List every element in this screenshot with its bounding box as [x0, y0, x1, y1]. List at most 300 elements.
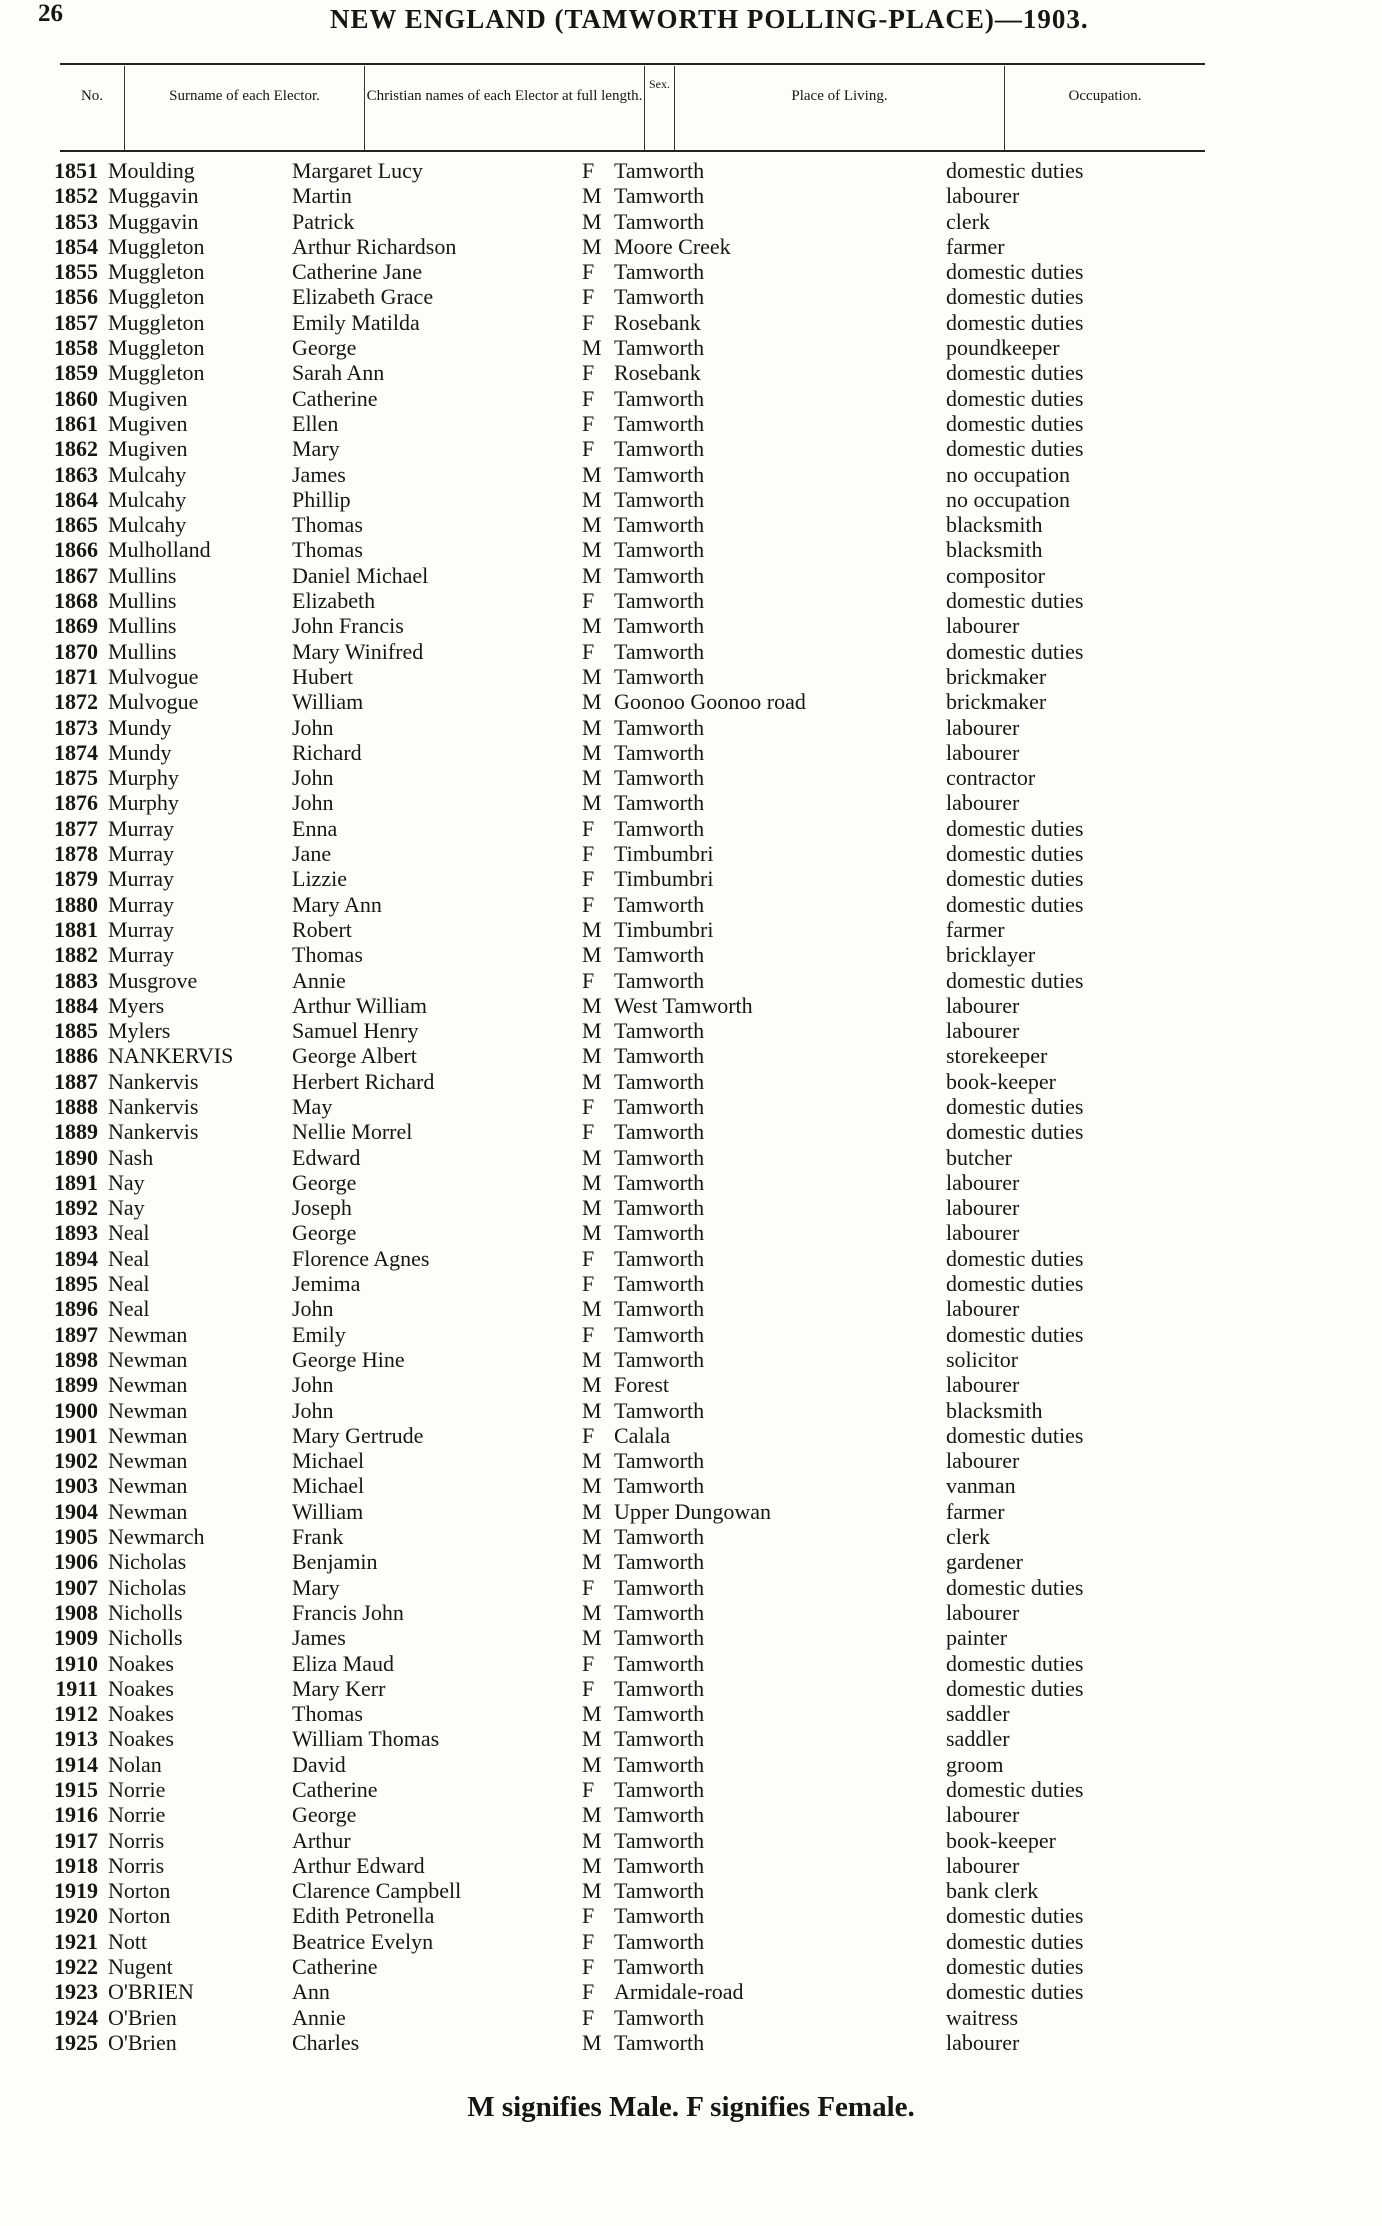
elector-sex: F: [582, 815, 595, 841]
elector-sex: M: [582, 1068, 602, 1094]
elector-christian-names: Emily Matilda: [292, 309, 420, 335]
elector-place: West Tamworth: [614, 992, 753, 1018]
elector-sex: M: [582, 1852, 602, 1878]
table-row: [0, 310, 1382, 335]
elector-sex: M: [582, 942, 602, 968]
elector-surname: Norton: [108, 1903, 171, 1929]
elector-place: Tamworth: [614, 183, 705, 209]
table-row: [0, 841, 1382, 866]
elector-christian-names: George: [292, 335, 357, 361]
elector-christian-names: George: [292, 1169, 357, 1195]
elector-surname: Mullins: [108, 588, 177, 614]
elector-christian-names: John: [292, 790, 334, 816]
table-row: [0, 866, 1382, 891]
elector-occupation: book-keeper: [946, 1827, 1056, 1853]
elector-surname: Nugent: [108, 1954, 173, 1980]
elector-place: Tamworth: [614, 1650, 705, 1676]
elector-sex: M: [582, 461, 602, 487]
elector-surname: Mullins: [108, 638, 177, 664]
table-row: [0, 1499, 1382, 1524]
elector-christian-names: Hubert: [292, 663, 354, 689]
table-row: [0, 259, 1382, 284]
header-rule: [60, 63, 1205, 65]
elector-sex: M: [582, 1397, 602, 1423]
elector-place: Tamworth: [614, 1473, 705, 1499]
elector-number: 1914: [54, 1751, 98, 1777]
elector-number: 1862: [54, 436, 98, 462]
elector-surname: Newman: [108, 1473, 188, 1499]
elector-surname: Mulvogue: [108, 689, 199, 715]
elector-number: 1870: [54, 638, 98, 664]
table-row: [0, 917, 1382, 942]
table-row: [0, 1701, 1382, 1726]
elector-occupation: labourer: [946, 183, 1020, 209]
table-row: [0, 2005, 1382, 2030]
table-row: [0, 1296, 1382, 1321]
table-row: [0, 537, 1382, 562]
elector-surname: Moulding: [108, 158, 195, 183]
elector-surname: Norris: [108, 1827, 165, 1853]
elector-occupation: domestic duties: [946, 841, 1084, 867]
elector-occupation: domestic duties: [946, 259, 1084, 285]
elector-occupation: domestic duties: [946, 1271, 1084, 1297]
elector-surname: Murray: [108, 891, 174, 917]
elector-christian-names: Annie: [292, 967, 346, 993]
elector-occupation: compositor: [946, 562, 1045, 588]
elector-place: Tamworth: [614, 1296, 705, 1322]
elector-christian-names: George Albert: [292, 1043, 417, 1069]
elector-christian-names: Thomas: [292, 942, 363, 968]
elector-place: Tamworth: [614, 1599, 705, 1625]
elector-place: Timbumbri: [614, 866, 714, 892]
elector-christian-names: William: [292, 1498, 364, 1524]
elector-surname: Nolan: [108, 1751, 162, 1777]
elector-christian-names: Michael: [292, 1448, 365, 1474]
elector-occupation: labourer: [946, 1018, 1020, 1044]
elector-sex: M: [582, 1448, 602, 1474]
elector-christian-names: Richard: [292, 739, 362, 765]
elector-place: Tamworth: [614, 1321, 705, 1347]
elector-occupation: poundkeeper: [946, 335, 1060, 361]
elector-christian-names: John: [292, 1296, 334, 1322]
elector-surname: Noakes: [108, 1701, 174, 1727]
elector-surname: Norrie: [108, 1802, 166, 1828]
elector-christian-names: Lizzie: [292, 866, 347, 892]
elector-surname: Muggleton: [108, 360, 205, 386]
elector-number: 1892: [54, 1195, 98, 1221]
elector-christian-names: Catherine: [292, 1777, 378, 1802]
elector-surname: Myers: [108, 992, 165, 1018]
elector-christian-names: Phillip: [292, 486, 351, 512]
elector-number: 1898: [54, 1346, 98, 1372]
elector-number: 1891: [54, 1169, 98, 1195]
elector-surname: O'BRIEN: [108, 1979, 194, 2005]
elector-number: 1919: [54, 1878, 98, 1904]
elector-occupation: domestic duties: [946, 1321, 1084, 1347]
elector-sex: M: [582, 1802, 602, 1828]
elector-surname: Murray: [108, 942, 174, 968]
elector-surname: Murray: [108, 815, 174, 841]
elector-sex: F: [582, 1650, 595, 1676]
elector-christian-names: James: [292, 461, 346, 487]
elector-occupation: labourer: [946, 2029, 1020, 2055]
table-row: [0, 1246, 1382, 1271]
table-row: [0, 1726, 1382, 1751]
elector-sex: M: [582, 1144, 602, 1170]
elector-number: 1878: [54, 841, 98, 867]
table-row: [0, 1954, 1382, 1979]
elector-occupation: brickmaker: [946, 689, 1047, 715]
elector-surname: Muggleton: [108, 309, 205, 335]
table-row: [0, 1524, 1382, 1549]
elector-sex: F: [582, 1093, 595, 1119]
table-row: [0, 1347, 1382, 1372]
elector-occupation: domestic duties: [946, 1954, 1084, 1980]
elector-number: 1923: [54, 1979, 98, 2005]
table-row: [0, 1903, 1382, 1928]
elector-occupation: labourer: [946, 992, 1020, 1018]
elector-number: 1896: [54, 1296, 98, 1322]
elector-place: Forest: [614, 1372, 669, 1398]
elector-occupation: domestic duties: [946, 1777, 1084, 1802]
elector-christian-names: Ann: [292, 1979, 330, 2005]
elector-number: 1863: [54, 461, 98, 487]
elector-sex: M: [582, 562, 602, 588]
elector-number: 1912: [54, 1701, 98, 1727]
elector-number: 1877: [54, 815, 98, 841]
table-row: [0, 360, 1382, 385]
elector-surname: NANKERVIS: [108, 1043, 234, 1069]
header-occupation: Occupation.: [1004, 66, 1205, 150]
elector-christian-names: Samuel Henry: [292, 1018, 419, 1044]
elector-christian-names: Clarence Campbell: [292, 1878, 462, 1904]
elector-number: 1887: [54, 1068, 98, 1094]
elector-place: Tamworth: [614, 1954, 705, 1980]
elector-occupation: labourer: [946, 714, 1020, 740]
elector-christian-names: Herbert Richard: [292, 1068, 435, 1094]
elector-place: Tamworth: [614, 1448, 705, 1474]
elector-occupation: labourer: [946, 1802, 1020, 1828]
elector-occupation: domestic duties: [946, 284, 1084, 310]
elector-christian-names: Annie: [292, 2004, 346, 2030]
elector-place: Calala: [614, 1422, 671, 1448]
elector-christian-names: Edward: [292, 1144, 361, 1170]
elector-occupation: domestic duties: [946, 1422, 1084, 1448]
header-surname: Surname of each Elector.: [124, 66, 364, 150]
elector-surname: Nott: [108, 1928, 148, 1954]
table-row: [0, 1195, 1382, 1220]
elector-christian-names: Eliza Maud: [292, 1650, 395, 1676]
elector-surname: Neal: [108, 1245, 150, 1271]
elector-surname: Newman: [108, 1448, 188, 1474]
header-no: No.: [80, 88, 104, 104]
elector-surname: Mundy: [108, 739, 172, 765]
elector-occupation: contractor: [946, 765, 1036, 791]
table-row: [0, 563, 1382, 588]
elector-place: Tamworth: [614, 1195, 705, 1221]
elector-surname: Nankervis: [108, 1093, 199, 1119]
table-row: [0, 993, 1382, 1018]
table-row: [0, 512, 1382, 537]
elector-place: Tamworth: [614, 613, 705, 639]
elector-table-body: [0, 158, 1382, 2055]
elector-occupation: butcher: [946, 1144, 1012, 1170]
elector-christian-names: John: [292, 714, 334, 740]
elector-number: 1855: [54, 259, 98, 285]
elector-surname: Norton: [108, 1878, 171, 1904]
elector-number: 1874: [54, 739, 98, 765]
header-place-of-living: Place of Living.: [674, 66, 1004, 150]
elector-number: 1900: [54, 1397, 98, 1423]
elector-place: Tamworth: [614, 1093, 705, 1119]
elector-christian-names: John: [292, 1372, 334, 1398]
elector-place: Tamworth: [614, 1549, 705, 1575]
elector-number: 1853: [54, 208, 98, 234]
elector-place: Tamworth: [614, 1144, 705, 1170]
elector-occupation: domestic duties: [946, 1245, 1084, 1271]
elector-sex: M: [582, 1524, 602, 1550]
table-row: [0, 1423, 1382, 1448]
elector-christian-names: John: [292, 765, 334, 791]
elector-place: Tamworth: [614, 1726, 705, 1752]
elector-number: 1925: [54, 2029, 98, 2055]
elector-surname: Neal: [108, 1271, 150, 1297]
elector-surname: Mugiven: [108, 410, 188, 436]
table-row: [0, 1878, 1382, 1903]
elector-sex: M: [582, 1220, 602, 1246]
elector-surname: Mullins: [108, 613, 177, 639]
elector-sex: F: [582, 841, 595, 867]
table-row: [0, 183, 1382, 208]
elector-christian-names: Sarah Ann: [292, 360, 385, 386]
elector-place: Timbumbri: [614, 841, 714, 867]
elector-place: Tamworth: [614, 1701, 705, 1727]
elector-occupation: no occupation: [946, 461, 1071, 487]
elector-surname: Newman: [108, 1397, 188, 1423]
table-row: [0, 892, 1382, 917]
elector-surname: Mulvogue: [108, 663, 199, 689]
elector-number: 1904: [54, 1498, 98, 1524]
table-row: [0, 411, 1382, 436]
elector-surname: Noakes: [108, 1726, 174, 1752]
table-row: [0, 462, 1382, 487]
elector-christian-names: Charles: [292, 2029, 360, 2055]
elector-number: 1889: [54, 1119, 98, 1145]
elector-place: Tamworth: [614, 638, 705, 664]
elector-place: Tamworth: [614, 158, 705, 183]
elector-place: Tamworth: [614, 1777, 705, 1802]
elector-occupation: clerk: [946, 1524, 990, 1550]
elector-sex: F: [582, 1928, 595, 1954]
elector-place: Tamworth: [614, 1928, 705, 1954]
elector-sex: F: [582, 1777, 595, 1802]
elector-number: 1869: [54, 613, 98, 639]
elector-number: 1886: [54, 1043, 98, 1069]
elector-christian-names: Catherine: [292, 385, 378, 411]
elector-christian-names: William Thomas: [292, 1726, 440, 1752]
table-row: [0, 1777, 1382, 1802]
elector-sex: F: [582, 1271, 595, 1297]
elector-place: Tamworth: [614, 562, 705, 588]
elector-christian-names: May: [292, 1093, 333, 1119]
elector-sex: M: [582, 739, 602, 765]
elector-christian-names: David: [292, 1751, 346, 1777]
elector-christian-names: Frank: [292, 1524, 344, 1550]
elector-occupation: blacksmith: [946, 1397, 1043, 1423]
elector-surname: Muggleton: [108, 335, 205, 361]
elector-christian-names: Mary Winifred: [292, 638, 424, 664]
table-row: [0, 1398, 1382, 1423]
elector-occupation: labourer: [946, 1169, 1020, 1195]
elector-sex: M: [582, 1878, 602, 1904]
elector-number: 1876: [54, 790, 98, 816]
elector-number: 1864: [54, 486, 98, 512]
elector-surname: Nicholls: [108, 1625, 183, 1651]
elector-sex: M: [582, 1827, 602, 1853]
elector-number: 1881: [54, 916, 98, 942]
elector-sex: F: [582, 259, 595, 285]
elector-number: 1856: [54, 284, 98, 310]
table-row: [0, 689, 1382, 714]
elector-place: Tamworth: [614, 410, 705, 436]
elector-christian-names: Nellie Morrel: [292, 1119, 413, 1145]
elector-sex: F: [582, 638, 595, 664]
table-row: [0, 1069, 1382, 1094]
elector-surname: Norrie: [108, 1777, 166, 1802]
table-row: [0, 816, 1382, 841]
elector-surname: Nankervis: [108, 1068, 199, 1094]
elector-christian-names: Patrick: [292, 208, 355, 234]
table-row: [0, 335, 1382, 360]
table-row: [0, 942, 1382, 967]
elector-surname: Mulcahy: [108, 486, 187, 512]
elector-number: 1867: [54, 562, 98, 588]
elector-number: 1854: [54, 233, 98, 259]
elector-sex: F: [582, 967, 595, 993]
table-row: [0, 1094, 1382, 1119]
elector-place: Tamworth: [614, 790, 705, 816]
elector-place: Goonoo Goonoo road: [614, 689, 806, 715]
elector-sex: M: [582, 1296, 602, 1322]
elector-sex: M: [582, 1751, 602, 1777]
elector-christian-names: Joseph: [292, 1195, 352, 1221]
table-row: [0, 1145, 1382, 1170]
elector-surname: Mulholland: [108, 537, 211, 563]
table-row: [0, 1043, 1382, 1068]
elector-number: 1888: [54, 1093, 98, 1119]
elector-sex: M: [582, 1726, 602, 1752]
elector-sex: M: [582, 537, 602, 563]
elector-sex: M: [582, 1169, 602, 1195]
elector-number: 1872: [54, 689, 98, 715]
footer-legend: M signifies Male. F signifies Female.: [467, 2091, 915, 2123]
elector-surname: Neal: [108, 1296, 150, 1322]
elector-christian-names: Ellen: [292, 410, 339, 436]
elector-occupation: saddler: [946, 1701, 1010, 1727]
table-row: [0, 1220, 1382, 1245]
elector-sex: F: [582, 1903, 595, 1929]
elector-surname: Muggavin: [108, 208, 199, 234]
elector-place: Tamworth: [614, 1220, 705, 1246]
elector-christian-names: George: [292, 1802, 357, 1828]
elector-occupation: domestic duties: [946, 385, 1084, 411]
table-row: [0, 1448, 1382, 1473]
elector-occupation: domestic duties: [946, 891, 1084, 917]
elector-occupation: labourer: [946, 1852, 1020, 1878]
elector-surname: Nash: [108, 1144, 154, 1170]
elector-number: 1859: [54, 360, 98, 386]
elector-sex: F: [582, 1321, 595, 1347]
elector-occupation: book-keeper: [946, 1068, 1056, 1094]
elector-number: 1883: [54, 967, 98, 993]
elector-occupation: domestic duties: [946, 309, 1084, 335]
elector-christian-names: Arthur Edward: [292, 1852, 425, 1878]
elector-sex: F: [582, 385, 595, 411]
elector-sex: F: [582, 866, 595, 892]
page-title: NEW ENGLAND (TAMWORTH POLLING-PLACE)—1903.: [330, 4, 1089, 34]
table-row: [0, 664, 1382, 689]
elector-surname: O'Brien: [108, 2029, 177, 2055]
elector-christian-names: Jemima: [292, 1271, 361, 1297]
elector-place: Tamworth: [614, 815, 705, 841]
elector-number: 1916: [54, 1802, 98, 1828]
elector-occupation: domestic duties: [946, 360, 1084, 386]
elector-number: 1909: [54, 1625, 98, 1651]
header-sex: Sex.: [644, 66, 674, 150]
table-row: [0, 790, 1382, 815]
elector-place: Tamworth: [614, 1751, 705, 1777]
elector-place: Tamworth: [614, 512, 705, 538]
elector-place: Tamworth: [614, 1119, 705, 1145]
elector-number: 1880: [54, 891, 98, 917]
header-christian-names: Christian names of each Elector at full length.: [364, 66, 644, 150]
elector-number: 1893: [54, 1220, 98, 1246]
elector-number: 1910: [54, 1650, 98, 1676]
elector-occupation: waitress: [946, 2004, 1019, 2030]
elector-occupation: bricklayer: [946, 942, 1036, 968]
table-row: [0, 588, 1382, 613]
elector-occupation: gardener: [946, 1549, 1023, 1575]
elector-number: 1921: [54, 1928, 98, 1954]
elector-number: 1861: [54, 410, 98, 436]
elector-sex: F: [582, 436, 595, 462]
elector-christian-names: Thomas: [292, 537, 363, 563]
elector-number: 1918: [54, 1852, 98, 1878]
table-row: [0, 1752, 1382, 1777]
elector-place: Tamworth: [614, 1018, 705, 1044]
elector-sex: M: [582, 208, 602, 234]
table-row: [0, 1600, 1382, 1625]
elector-sex: M: [582, 663, 602, 689]
elector-sex: M: [582, 992, 602, 1018]
elector-occupation: labourer: [946, 739, 1020, 765]
elector-number: 1875: [54, 765, 98, 791]
elector-surname: Muggleton: [108, 233, 205, 259]
elector-number: 1885: [54, 1018, 98, 1044]
elector-sex: F: [582, 1954, 595, 1980]
elector-surname: O'Brien: [108, 2004, 177, 2030]
elector-christian-names: Mary Kerr: [292, 1675, 386, 1701]
elector-christian-names: Arthur William: [292, 992, 427, 1018]
elector-number: 1852: [54, 183, 98, 209]
elector-surname: Newmarch: [108, 1524, 205, 1550]
elector-occupation: blacksmith: [946, 537, 1043, 563]
elector-christian-names: Francis John: [292, 1599, 404, 1625]
elector-place: Tamworth: [614, 714, 705, 740]
elector-number: 1906: [54, 1549, 98, 1575]
elector-occupation: domestic duties: [946, 1119, 1084, 1145]
table-row: [0, 1119, 1382, 1144]
